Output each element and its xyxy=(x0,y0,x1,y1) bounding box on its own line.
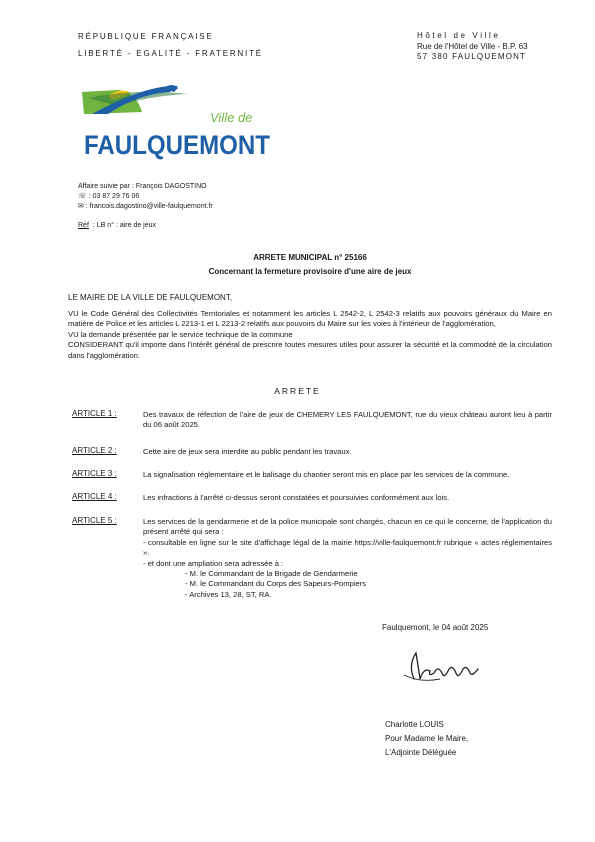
article-1-text: Des travaux de réfection de l'aire de jeux de CHEMERY LES FAULQUEMONT, rue du vieux château auront lieu à partir du 06 août 2025. xyxy=(143,410,552,430)
place-date: Faulquemont, le 04 août 2025 xyxy=(382,623,489,632)
case-handler: Affaire suivie par : François DAGOSTINO xyxy=(78,183,207,190)
case-email: ✉ : francois.dagostino@ville-faulquemont.fr xyxy=(78,203,213,210)
motto-line: LIBERTÉ - EGALITÉ - FRATERNITÉ xyxy=(78,49,263,58)
handwritten-signature xyxy=(400,645,490,687)
logo-prefix: Ville de xyxy=(210,110,253,125)
article-4-label: ARTICLE 4 : xyxy=(72,492,117,501)
article-2-label: ARTICLE 2 : xyxy=(72,446,117,455)
considerants xyxy=(68,309,552,361)
article-5-ampliation: - et dont une ampliation sera adressée à : xyxy=(143,558,284,568)
recipient-1: - M. le Commandant de la Brigade de Gendarmerie xyxy=(185,569,358,579)
article-2-text: Cette aire de jeux sera interdite au public pendant les travaux. xyxy=(143,447,352,456)
article-4-text: Les infractions à l'arrêté ci-dessus seront constatées et poursuivies conformément aux lois. xyxy=(143,493,450,502)
signer xyxy=(385,718,468,760)
faulquemont-logo xyxy=(78,84,278,164)
case-contact xyxy=(78,182,213,212)
case-phone: ☏ : 03 87 29 76 06 xyxy=(78,193,140,200)
article-1-label: ARTICLE 1 : xyxy=(72,409,117,418)
mayor-intro: LE MAIRE DE LA VILLE DE FAULQUEMONT, xyxy=(68,293,233,302)
considerant-3: CONSIDERANT qu'il importe dans l'intérêt général de prescrire toutes mesures utiles pour assurer la sécurité et la commodité de la circulation dans l'agglomération. xyxy=(68,340,552,360)
header-republic xyxy=(78,28,263,62)
reference xyxy=(78,222,156,229)
logo-name: FAULQUEMONT xyxy=(84,130,271,160)
signer-name: Charlotte LOUIS xyxy=(385,720,444,729)
recipient-3: - Archives 13, 28, ST, RA. xyxy=(185,589,272,599)
reference-label: Réf xyxy=(78,222,89,229)
article-5-text: Les services de la gendarmerie et de la police municipale sont chargés, chacun en ce qui le concerne, de l'application du présent arrêté qui sera : xyxy=(143,517,552,537)
article-5-label: ARTICLE 5 : xyxy=(72,516,117,525)
address-street: Rue de l'Hôtel de Ville - B.P. 63 xyxy=(417,41,528,51)
considerant-1: VU le Code Général des Collectivités Territoriales et notamment les articles L 2542-2, L 2542-3 relatifs aux pouvoirs généraux du Maire en matière de Police et les articles L 2213-1 et L 2213-2 relatifs aux pouvoirs du Maire sur les voies à l'intérieur de l'agglomération, xyxy=(68,309,552,329)
decree-subject: Concernant la fermeture provisoire d'une aire de jeux xyxy=(208,267,412,276)
signer-role: L'Adjointe Déléguée xyxy=(385,748,457,757)
reference-value: : LB n° : aire de jeux xyxy=(92,222,157,229)
considerant-2: VU la demande présentée par le service technique de la commune xyxy=(68,329,293,339)
article-5-body xyxy=(143,517,552,600)
signer-on-behalf: Pour Madame le Maire, xyxy=(385,734,469,743)
address-building: Hôtel de Ville xyxy=(417,31,501,40)
article-3-text: La signalisation réglementaire et le balisage du chantier seront mis en place par les services de la commune. xyxy=(143,470,510,479)
address-city: 57 380 FAULQUEMONT xyxy=(417,52,527,61)
decree-number: ARRETE MUNICIPAL n° 25166 xyxy=(253,253,367,262)
article-5-publication: - consultable en ligne sur le site d'affichage légal de la mairie https://ville-faulquemont.fr rubrique « actes réglementaires ». xyxy=(143,537,552,558)
header-address xyxy=(417,31,528,63)
article-3-label: ARTICLE 3 : xyxy=(72,469,117,478)
republic-line: RÉPUBLIQUE FRANÇAISE xyxy=(78,32,214,41)
arrete-heading: ARRETE xyxy=(274,386,321,396)
recipient-2: - M. le Commandant du Corps des Sapeurs-Pompiers xyxy=(185,579,367,589)
